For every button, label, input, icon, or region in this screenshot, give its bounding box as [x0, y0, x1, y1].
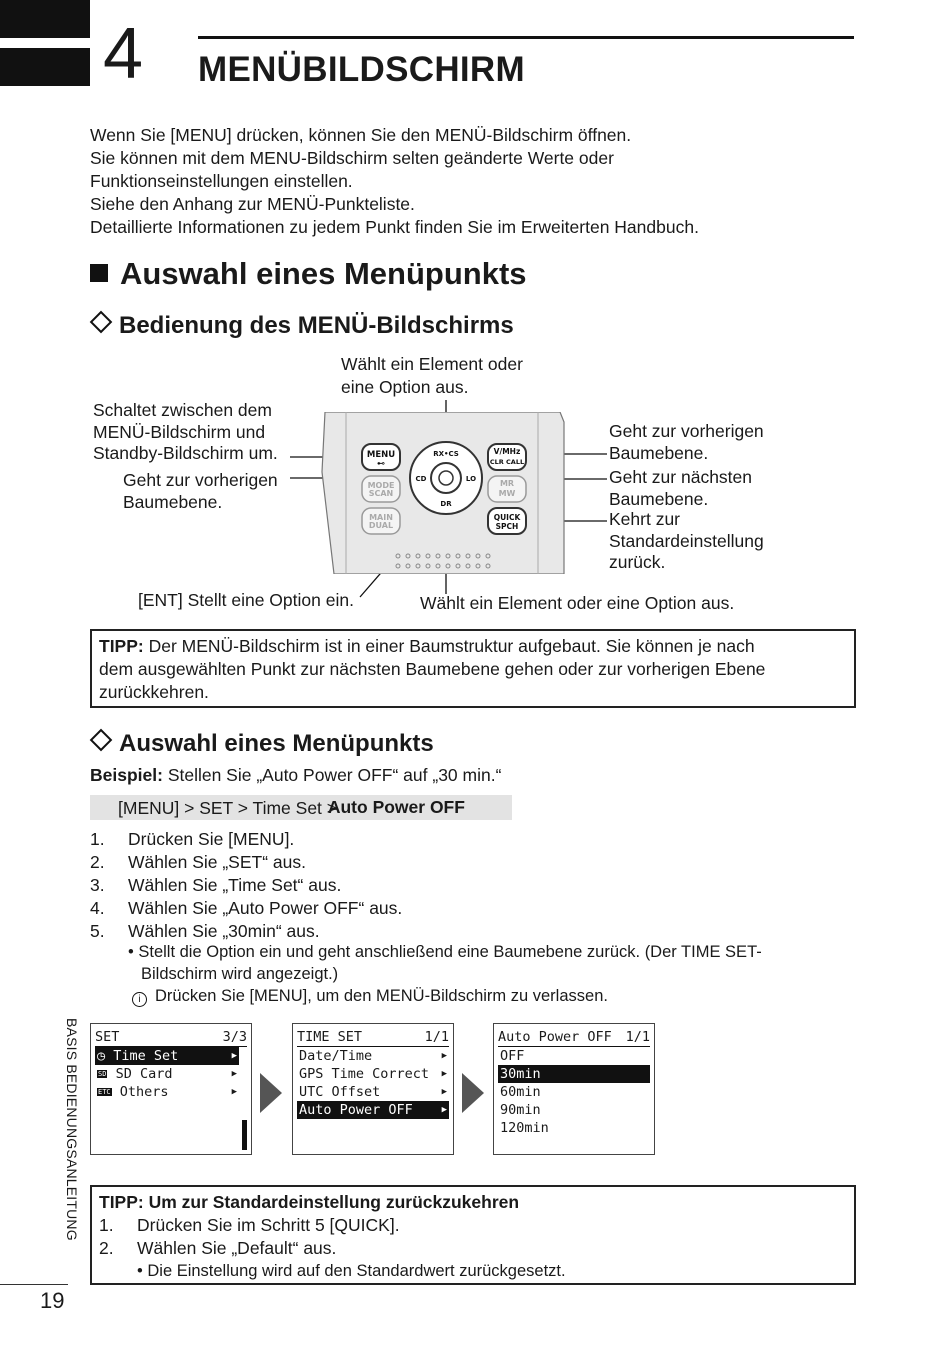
chapter-title: MENÜBILDSCHIRM [198, 50, 525, 89]
scrollbar [242, 1120, 247, 1150]
callout-ent: [ENT] Stellt eine Option ein. [138, 590, 354, 610]
spch-key-label: SPCH [495, 522, 519, 531]
intro-line: Siehe den Anhang zur MENÜ-Punkteliste. [90, 194, 415, 214]
tip-title: TIPP: Um zur Standardeinstellung zurückzukehren [99, 1192, 520, 1212]
etc-icon: ETC [98, 1088, 111, 1096]
step5-note [128, 941, 762, 1007]
key-icon: ⊷ [377, 459, 385, 468]
lcd-screen-time-set [292, 1023, 454, 1155]
lcd-title-bar: TIME SET 1/1 [297, 1029, 449, 1045]
page-number: 19 [40, 1288, 65, 1313]
intro-line: Sie können mit dem MENU-Bildschirm selten geänderte Werte oder [90, 148, 614, 168]
mw-key-label: MW [498, 489, 516, 498]
lcd-row: SD SD Card ▶ [98, 1066, 237, 1082]
lcd-row: 60min [500, 1084, 541, 1100]
subsection-title-selection: Auswahl eines Menüpunkts [88, 730, 434, 758]
info-icon: i [132, 992, 147, 1007]
radio-keypad-illustration [320, 412, 565, 574]
lcd-row: 30min [498, 1065, 650, 1083]
tip-bullet: • Die Einstellung wird auf den Standardwert zurückgesetzt. [137, 1262, 566, 1280]
arrow-right-icon [260, 1073, 282, 1113]
callout-bottom: Wählt ein Element oder eine Option aus. [420, 593, 735, 613]
lcd-row: UTC Offset ▶ [299, 1084, 447, 1100]
lcd-title-bar: SET 3/3 [95, 1029, 247, 1045]
steps-list [90, 828, 402, 943]
example-text: Stellen Sie „Auto Power OFF“ auf „30 min.“ [162, 765, 502, 785]
tip-text: zurückkehren. [99, 682, 209, 702]
lcd-row: GPS Time Correct ▶ [299, 1066, 447, 1082]
list-item: 1. Drücken Sie [MENU]. [90, 829, 295, 849]
tip-box [90, 629, 856, 708]
lcd-screen-auto-power-off [493, 1023, 655, 1155]
callout-top: Wählt ein Element oder eine Option aus. [341, 354, 523, 397]
tip-box-default [90, 1185, 856, 1285]
list-item: 2. Wählen Sie „Default“ aus. [99, 1238, 337, 1258]
lcd-title-bar: Auto Power OFF 1/1 [498, 1029, 650, 1045]
step5-info: i Drücken Sie [MENU], um den MENÜ-Bildschirm zu verlassen. [128, 985, 762, 1007]
clrcall-key-label: CLR CALL [489, 458, 525, 466]
list-item: 3. Wählen Sie „Time Set“ aus. [90, 875, 342, 895]
menu-key-label: MENU [366, 450, 396, 460]
step5-bullet-cont: Bildschirm wird angezeigt.) [141, 965, 339, 983]
lcd-row: 90min [500, 1102, 541, 1118]
side-label: BASIS BEDIENUNGSANLEITUNG [64, 1018, 80, 1241]
section-title: Auswahl eines Menüpunkts [90, 256, 527, 292]
intro-line: Detaillierte Informationen zu jedem Punkt finden Sie im Erweiterten Handbuch. [90, 217, 699, 237]
scan-key-label: SCAN [368, 489, 394, 498]
callout-right-default: Kehrt zur Standardeinstellung zurück. [609, 509, 764, 572]
cd-key-label: CD [415, 475, 427, 483]
lcd-row: Date/Time ▶ [299, 1048, 447, 1064]
list-item: 2. Wählen Sie „SET“ aus. [90, 852, 306, 872]
menu-path [90, 795, 512, 820]
lcd-screen-set [90, 1023, 252, 1155]
lo-key-label: LO [465, 475, 477, 483]
callout-left-menu: Schaltet zwischen dem MENÜ-Bildschirm und Standby-Bildschirm um. [93, 400, 278, 463]
callout-right-next: Geht zur nächsten Baumebene. [609, 467, 752, 509]
lcd-row: 120min [500, 1120, 549, 1136]
vmhz-key-label: V/MHz [493, 447, 521, 456]
lcd-row: OFF [500, 1048, 525, 1064]
example-label: Beispiel: [90, 765, 163, 785]
lcd-row: ETC Others ▶ [98, 1084, 237, 1100]
rxcs-key-label: RX•CS [433, 450, 459, 458]
diamond-bullet-icon [90, 729, 113, 752]
example-line [90, 764, 501, 787]
menu-path-target: Auto Power OFF [327, 797, 465, 817]
tip-text: dem ausgewählten Punkt zur nächsten Baumebene gehen oder zur vorherigen Ebene [99, 659, 766, 679]
list-item: 1. Drücken Sie im Schritt 5 [QUICK]. [99, 1215, 400, 1235]
chapter-number: 4 [103, 14, 144, 94]
lcd-row: Auto Power OFF ▶ [299, 1102, 447, 1118]
intro-line: Wenn Sie [MENU] drücken, können Sie den MENÜ-Bildschirm öffnen. [90, 125, 632, 145]
list-item: 4. Wählen Sie „Auto Power OFF“ aus. [90, 898, 403, 918]
list-item: 5. Wählen Sie „30min“ aus. [90, 921, 320, 941]
subsection-title-operation: Bedienung des MENÜ-Bildschirms [88, 312, 514, 340]
tip-text: Der MENÜ-Bildschirm ist in einer Baumstruktur aufgebaut. Sie können je nach [143, 636, 755, 656]
callout-left-back: Geht zur vorherigen Baumebene. [123, 470, 278, 512]
sd-card-icon: SD [98, 1070, 107, 1078]
mr-key-label: MR [499, 479, 515, 488]
quick-key-label: QUICK [493, 513, 521, 522]
clock-icon: ◷ [97, 1048, 106, 1064]
mode-key-label: MODE [367, 481, 395, 490]
step5-bullet: • Stellt die Option ein und geht anschließend eine Baumebene zurück. (Der TIME SET- [128, 943, 762, 961]
menu-path-prefix: [MENU] > SET > Time Set > [118, 798, 342, 818]
tip-label: TIPP: [99, 636, 144, 656]
callout-right-back: Geht zur vorherigen Baumebene. [609, 421, 764, 463]
dr-key-label: DR [440, 500, 452, 508]
main-key-label: MAIN [369, 513, 393, 522]
lcd-row: ◷ Time Set ▶ [97, 1048, 237, 1064]
dual-key-label: DUAL [368, 521, 394, 530]
intro-line: Funktionseinstellungen einstellen. [90, 171, 353, 191]
arrow-right-icon [462, 1073, 484, 1113]
page-rule [0, 1284, 68, 1285]
